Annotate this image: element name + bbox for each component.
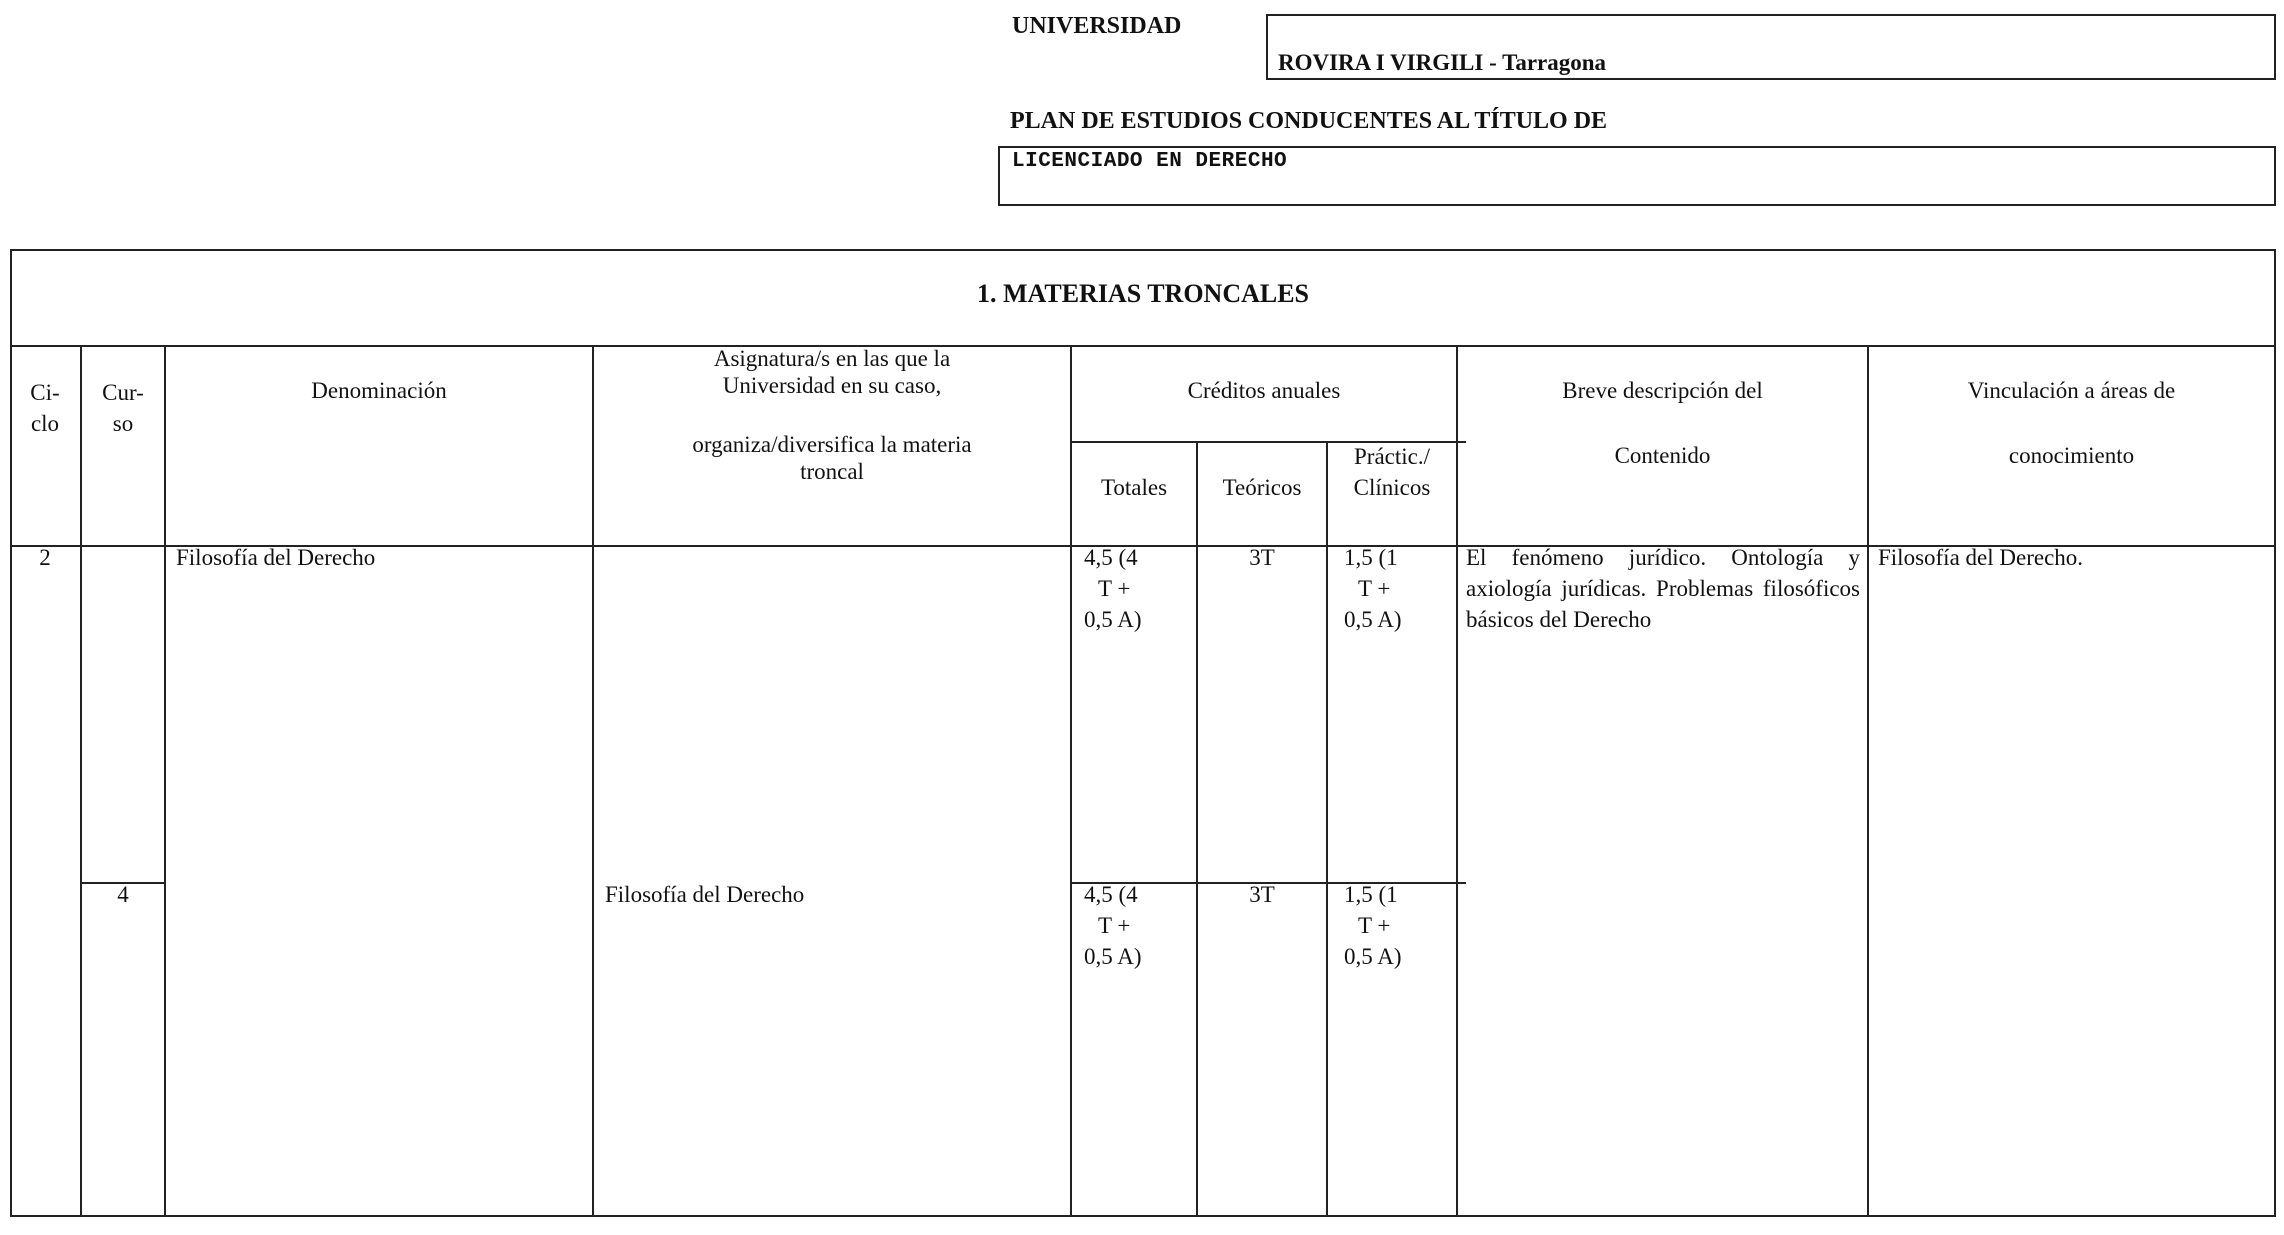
- row-totales: 4,5 (4 T + 0,5 A): [1084, 545, 1142, 632]
- materias-table: [10, 249, 2276, 1217]
- row-vinculacion: Filosofía del Derecho.: [1878, 545, 2084, 570]
- titulo-field: [998, 146, 2276, 206]
- universidad-label: UNIVERSIDAD: [1012, 13, 1182, 39]
- col-descripcion-header: Breve descripción del Contenido: [1562, 378, 1763, 468]
- row-practicos: 1,5 (1 T + 0,5 A): [1344, 545, 1402, 632]
- titulo-value: LICENCIADO EN DERECHO: [1012, 150, 1288, 173]
- col-vinculacion-header: Vinculación a áreas de conocimiento: [1967, 378, 2176, 468]
- universidad-field: [1266, 14, 2276, 80]
- row-denominacion: Filosofía del Derecho: [176, 545, 376, 570]
- col-totales-header: Totales: [1100, 475, 1168, 500]
- col-denominacion-header: Denominación: [311, 378, 447, 403]
- sub-row-practicos: 1,5 (1 T + 0,5 A): [1344, 882, 1402, 969]
- universidad-value: ROVIRA I VIRGILI - Tarragona: [1278, 50, 1607, 75]
- row-asignatura: Filosofía del Derecho: [605, 882, 805, 907]
- row-curso: 4: [117, 882, 129, 907]
- col-practicos-header: Práctic./ Clínicos: [1353, 444, 1431, 500]
- row-teoricos: 3T: [1249, 545, 1275, 570]
- col-ciclo-header: Ci- clo: [30, 380, 60, 436]
- col-teoricos-header: Teóricos: [1222, 475, 1302, 500]
- row-descripcion: El fenómeno jurídico. Ontología y axiología jurídicas. Problemas filosóficos básicos del Derecho: [1466, 545, 1860, 632]
- sub-row-totales: 4,5 (4 T + 0,5 A): [1084, 882, 1142, 969]
- row-ciclo: 2: [39, 545, 51, 570]
- section-title: 1. MATERIAS TRONCALES: [976, 279, 1310, 308]
- col-curso-header: Cur- so: [102, 380, 144, 436]
- col-creditos-header: Créditos anuales: [1187, 378, 1341, 403]
- col-asignatura-header: Asignatura/s en las que la Universidad en su caso, organiza/diversifica la materia troncal: [692, 346, 972, 484]
- sub-row-teoricos: 3T: [1249, 882, 1275, 907]
- plan-label: PLAN DE ESTUDIOS CONDUCENTES AL TÍTULO DE: [1010, 108, 1608, 134]
